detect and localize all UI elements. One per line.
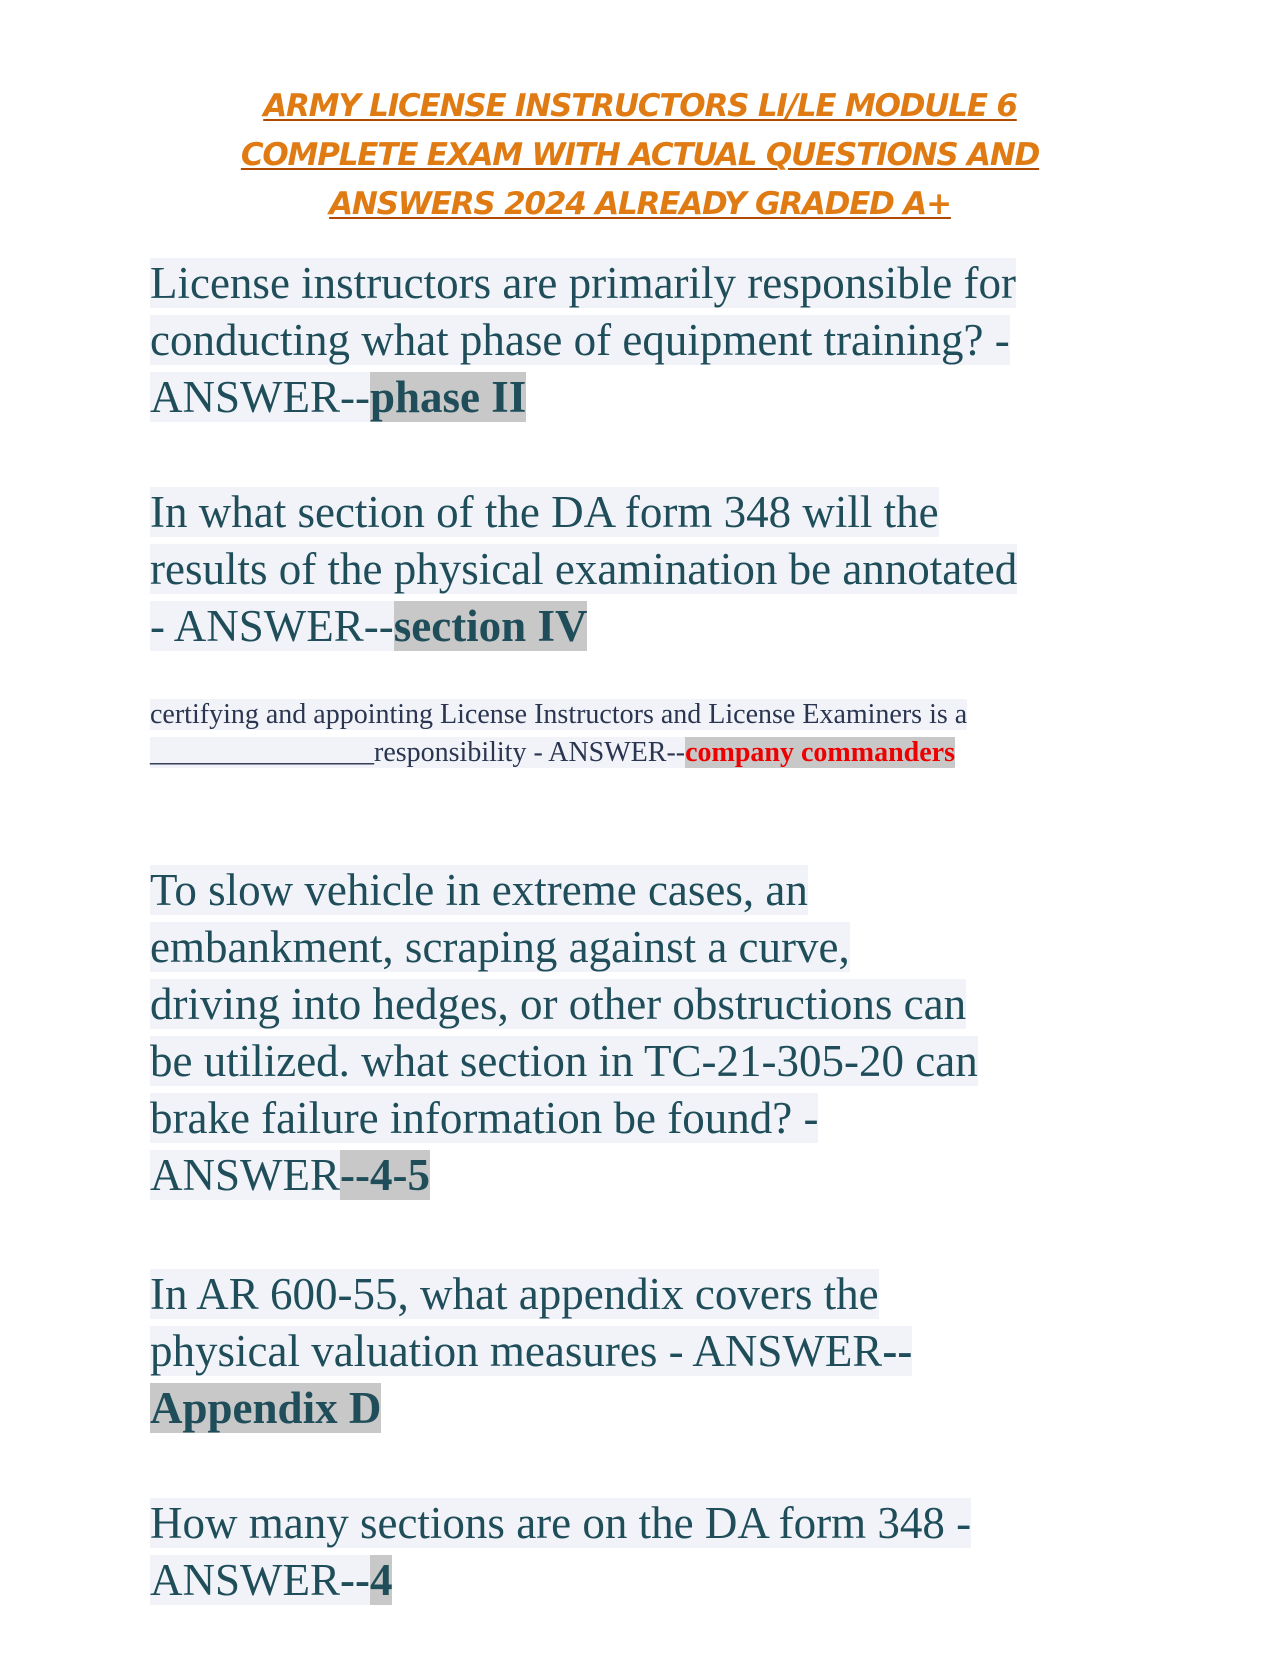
question-text: In AR 600-55, what appendix covers the (150, 1269, 879, 1319)
title-line: ARMY LICENSE INSTRUCTORS LI/LE MODULE 6 (263, 88, 1017, 124)
question-text: conducting what phase of equipment training? - (150, 315, 1010, 365)
answer-text: 4 (369, 1555, 393, 1605)
answer-prefix: -- (340, 1555, 370, 1605)
question-text: In what section of the DA form 348 will the (150, 487, 939, 537)
question-text: brake failure information be found? - (150, 1093, 819, 1143)
question-block (150, 1495, 971, 1609)
title-line: ANSWERS 2024 ALREADY GRADED A+ (329, 186, 951, 222)
question-text: certifying and appointing License Instructors and License Examiners is a (150, 699, 968, 730)
question-text: driving into hedges, or other obstructions can (150, 979, 967, 1029)
title-line: COMPLETE EXAM WITH ACTUAL QUESTIONS AND (240, 137, 1040, 173)
question-text: To slow vehicle in extreme cases, an (150, 865, 808, 915)
question-text: ANSWER (150, 1150, 340, 1200)
question-text: ANSWER-- (150, 372, 370, 422)
answer-text: section IV (393, 601, 588, 651)
question-block (150, 862, 978, 1204)
question-block (150, 484, 1017, 655)
answer-text: company commanders (685, 737, 955, 768)
question-text: License instructors are primarily responsible for (150, 258, 1016, 308)
question-block (150, 255, 1016, 426)
question-text: results of the physical examination be annotated (150, 544, 1018, 594)
question-text: How many sections are on the DA form 348 - (150, 1498, 972, 1548)
question-text: ________________responsibility - ANSWER-- (150, 737, 686, 768)
question-text: embankment, scraping against a curve, (150, 922, 850, 972)
question-text: be utilized. what section in TC-21-305-20 can (150, 1036, 978, 1086)
answer-text: Appendix D (150, 1383, 382, 1433)
answer-prefix: -- (882, 1326, 913, 1376)
question-text: - ANSWER-- (150, 601, 394, 651)
question-block (150, 1266, 912, 1437)
question-block (150, 696, 967, 772)
question-text: ANSWER (150, 1555, 340, 1605)
answer-text: phase II (369, 372, 527, 422)
question-text: physical valuation measures - ANSWER (150, 1326, 883, 1376)
document-title (150, 82, 1130, 229)
answer-text: --4-5 (340, 1150, 430, 1200)
